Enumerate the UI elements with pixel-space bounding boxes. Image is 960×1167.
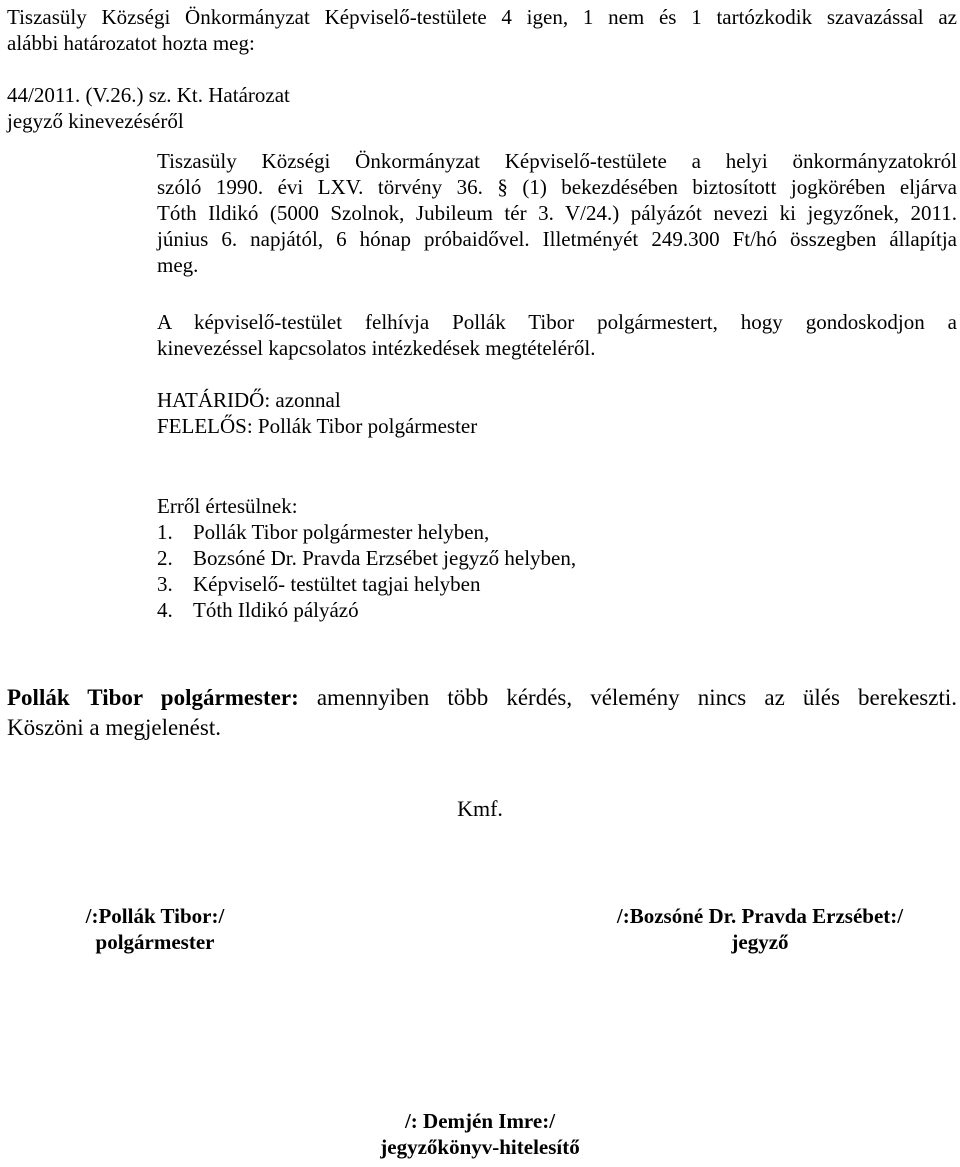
deadline: HATÁRIDŐ: azonnal xyxy=(157,388,341,412)
mayor-name: /:Pollák Tibor:/ xyxy=(85,904,225,928)
list-item xyxy=(157,597,957,623)
list-item-number: 3. xyxy=(157,572,173,596)
list-item-text: Bozsóné Dr. Pravda Erzsébet jegyző helyben, xyxy=(193,546,577,570)
closing-line-2: Köszöni a megjelenést. xyxy=(7,715,221,740)
mayor-signature xyxy=(40,903,270,955)
authenticator-title: jegyzőkönyv-hitelesítő xyxy=(380,1135,580,1159)
kmf-label: Kmf. xyxy=(457,796,503,821)
list-item xyxy=(157,571,957,597)
authenticator-signature xyxy=(330,1108,630,1160)
notary-name: /:Bozsóné Dr. Pravda Erzsébet:/ xyxy=(616,904,904,928)
speaker-label: Pollák Tibor polgármester: xyxy=(7,685,299,710)
list-item-number: 1. xyxy=(157,520,173,544)
list-item-text: Képviselő- testültet tagjai helyben xyxy=(193,572,481,596)
resolution-body-line: meg. xyxy=(157,253,199,277)
resolution-body-line: Tóth Ildikó (5000 Szolnok, Jubileum tér 3. V/24.) pályázót nevezi ki jegyzőnek, 2011. xyxy=(157,201,957,225)
notary-title: jegyző xyxy=(731,930,789,954)
notification-heading: Erről értesülnek: xyxy=(157,494,298,518)
resolution-number: 44/2011. (V.26.) sz. Kt. Határozat xyxy=(7,83,290,107)
list-item-text: Pollák Tibor polgármester helyben, xyxy=(193,520,490,544)
mayor-title: polgármester xyxy=(95,930,215,954)
notary-signature xyxy=(585,903,935,955)
authenticator-name: /: Demjén Imre:/ xyxy=(404,1109,556,1133)
closing-paragraph xyxy=(7,683,957,743)
recipient-list xyxy=(157,519,957,623)
resolution-body-line: szóló 1990. évi LXV. törvény 36. § (1) bekezdésében biztosított jogkörében eljárva xyxy=(157,175,957,199)
deadline-block xyxy=(157,387,957,439)
intro-line-1: Tiszasüly Községi Önkormányzat Képviselő-testülete 4 igen, 1 nem és 1 tartózkodik szavazással az xyxy=(7,5,957,29)
responsible: FELELŐS: Pollák Tibor polgármester xyxy=(157,414,478,438)
list-item xyxy=(157,545,957,571)
resolution-subject: jegyző kinevezéséről xyxy=(7,109,184,133)
list-item xyxy=(157,519,957,545)
resolution-body-line: június 6. napjától, 6 hónap próbaidővel. Illetményét 249.300 Ft/hó összegben állapítja xyxy=(157,227,957,251)
resolution-body-line: Tiszasüly Községi Önkormányzat Képviselő-testülete a helyi önkormányzatokról xyxy=(157,149,957,173)
instruction-line: A képviselő-testület felhívja Pollák Tibor polgármestert, hogy gondoskodjon a xyxy=(157,310,957,334)
notification-block xyxy=(157,493,957,623)
closing-line-1 xyxy=(7,683,957,713)
list-item-text: Tóth Ildikó pályázó xyxy=(193,598,359,622)
intro-paragraph xyxy=(7,4,957,56)
resolution-body xyxy=(157,148,957,278)
list-item-number: 4. xyxy=(157,598,173,622)
instruction-line: kinevezéssel kapcsolatos intézkedések megtételéről. xyxy=(157,336,596,360)
intro-line-2: alábbi határozatot hozta meg: xyxy=(7,31,255,55)
list-item-number: 2. xyxy=(157,546,173,570)
resolution-header xyxy=(7,82,957,134)
closing-statement: amennyiben több kérdés, vélemény nincs az ülés berekeszti. xyxy=(298,685,957,710)
resolution-instruction xyxy=(157,309,957,361)
